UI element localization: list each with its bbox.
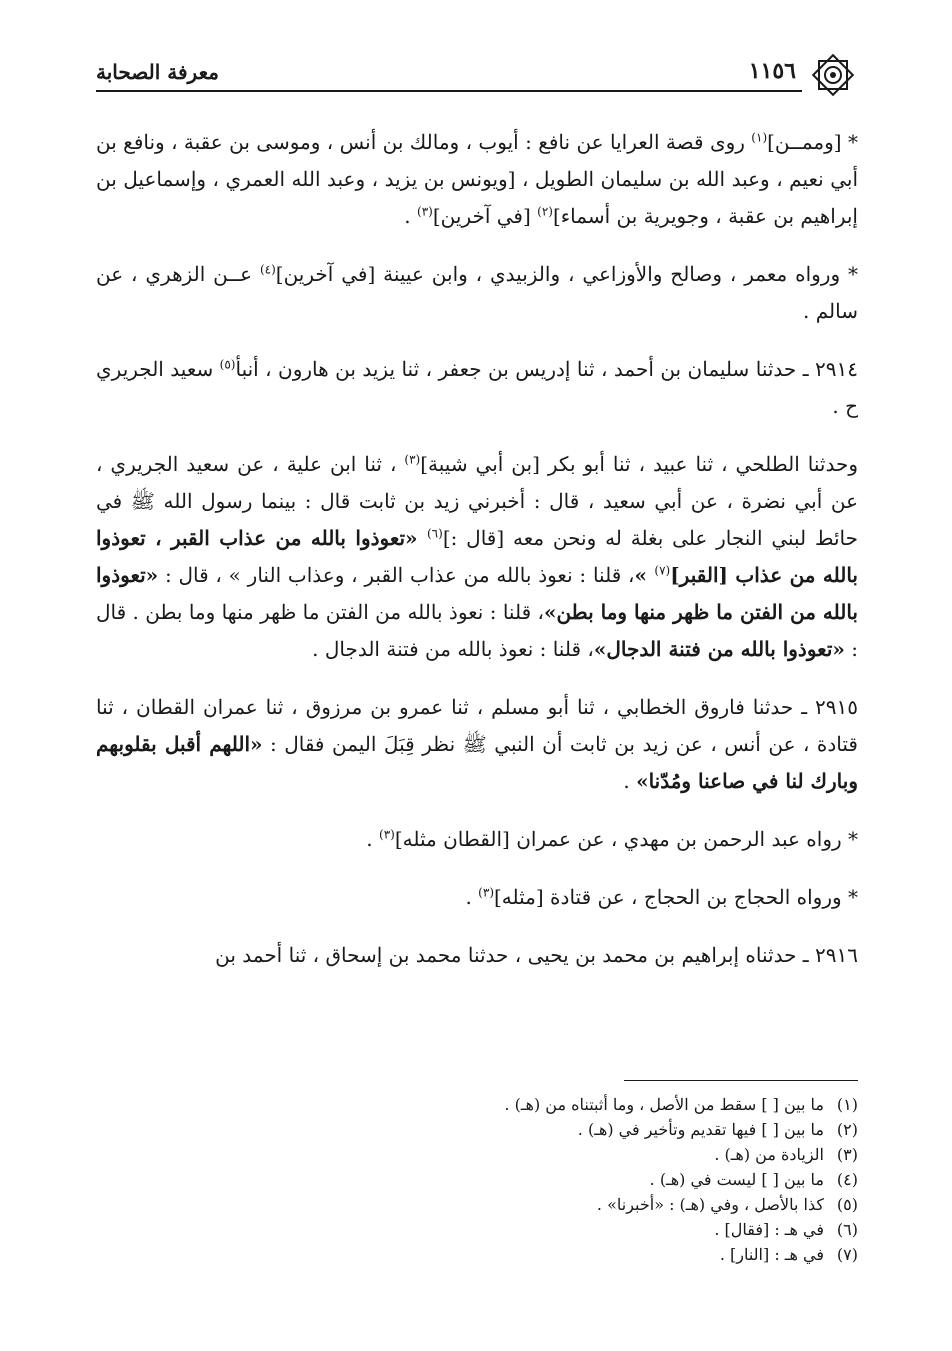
- page-number: ١١٥٦: [748, 58, 796, 84]
- footnote: [96, 1217, 858, 1242]
- bold-quote: «تعوذوا بالله من فتنة الدجال»: [593, 637, 845, 661]
- footnote-ref: (٣): [404, 452, 421, 467]
- footnote-text: كذا بالأصل ، وفي (هـ) : «أخبرنا» .: [596, 1195, 824, 1214]
- body-paragraph: [96, 446, 858, 668]
- footnote-text: الزيادة من (هـ) .: [714, 1145, 824, 1164]
- text-run: ، ثنا ابن علية ، عن سعيد الجريري ، عن أبي نضرة ، عن أبي سعيد ، قال : أخبرني زيد بن ثابت قال : بينما رسول الله ﷺ في حائط لبني النجار على بغلة له ونحن معه [قال :]: [96, 452, 858, 550]
- text-run: ٢٩١٤ ـ حدثنا سليمان بن أحمد ، ثنا إدريس بن جعفر ، ثنا يزيد بن هارون ، أنبأ: [235, 357, 858, 381]
- footnote-text: ما بين [ ] فيها تقديم وتأخير في (هـ) .: [577, 1120, 824, 1139]
- bold-quote: «اللهم أقبل بقلوبهم وبارك لنا في صاعنا ومُدّنا»: [96, 732, 858, 793]
- page-header: [96, 50, 858, 94]
- footnote-ref: (٧): [654, 563, 671, 578]
- footnote-text: في هـ : [النار] .: [719, 1245, 824, 1264]
- text-run: وحدثنا الطلحي ، ثنا عبيد ، ثنا أبو بكر [بن أبي شيبة]: [420, 452, 858, 476]
- text-run: * ورواه معمر ، وصالح والأوزاعي ، والزبيدي ، وابن عيينة [في آخرين]: [275, 262, 859, 286]
- body-paragraph: [96, 937, 858, 974]
- body-paragraph: [96, 351, 858, 425]
- footnote: [96, 1242, 858, 1267]
- body-paragraph: [96, 124, 858, 235]
- footnote-number: (٤): [836, 1170, 858, 1189]
- bold-quote: »: [634, 563, 655, 587]
- footnote-ref: (٣): [417, 204, 433, 219]
- ornament-icon: [808, 50, 858, 100]
- text-run: سعيد الجريري ح .: [96, 357, 858, 418]
- footnote-number: (٧): [836, 1245, 858, 1264]
- footnote-text: ما بين [ ] سقط من الأصل ، وما أثبتناه من (هـ) .: [504, 1095, 824, 1114]
- bold-quote: «تعوذوا بالله من عذاب القبر ، تعوذوا بالله من عذاب [القبر]: [96, 526, 858, 587]
- footnote-text: في هـ : [فقال] .: [714, 1220, 824, 1239]
- body-text: [96, 124, 858, 995]
- footnote-ref: (٣): [379, 827, 395, 842]
- body-paragraph: [96, 689, 858, 800]
- text-run: * رواه عبد الرحمن بن مهدي ، عن عمران [القطان مثله]: [394, 827, 858, 851]
- footnote-number: (٥): [836, 1195, 858, 1214]
- text-run: [في آخرين]: [432, 204, 538, 228]
- footnote-ref: (٦): [426, 526, 443, 541]
- footnote-text: ما بين [ ] ليست في (هـ) .: [649, 1170, 824, 1189]
- text-run: روى قصة العرايا عن نافع : أيوب ، ومالك بن أنس ، وموسى بن عقبة ، ونافع بن أبي نعيم ، وعبد الله بن سليمان الطويل ، [ويونس بن يزيد ، وعبد الله العمري ، وإسماعيل بن إبراهيم بن عقبة ، وجويرية بن أسماء]: [96, 130, 858, 228]
- text-run: .: [465, 885, 479, 909]
- text-run: ، قلنا : نعوذ بالله من الفتن ما ظهر منها وما بطن . قال :: [96, 600, 858, 661]
- footnote-ref: (٢): [537, 204, 553, 219]
- text-run: ٢٩١٦ ـ حدثناه إبراهيم بن محمد بن يحيى ، حدثنا محمد بن إسحاق ، ثنا أحمد بن: [215, 943, 858, 967]
- footnote: [96, 1092, 858, 1117]
- footnote-ref: (٥): [219, 357, 236, 372]
- body-paragraph: [96, 256, 858, 330]
- bold-quote: «تعوذوا بالله من الفتن ما ظهر منها وما بطن»: [96, 563, 858, 624]
- text-run: عــن الزهري ، عن سالم .: [96, 262, 858, 323]
- footnote: [96, 1167, 858, 1192]
- body-paragraph: [96, 821, 858, 858]
- header-divider: [96, 90, 802, 92]
- text-run: .: [404, 204, 418, 228]
- footnote-number: (٢): [836, 1120, 858, 1139]
- footnote: [96, 1142, 858, 1167]
- running-title: معرفة الصحابة: [96, 60, 219, 84]
- text-run: ٢٩١٥ ـ حدثنا فاروق الخطابي ، ثنا أبو مسلم ، ثنا عمرو بن مرزوق ، ثنا عمران القطان ، ثنا قتادة ، عن أنس ، عن زيد بن ثابت أن النبي ﷺ نظر قِبَلَ اليمن فقال :: [96, 695, 858, 756]
- text-run: .: [623, 769, 637, 793]
- footnote-number: (٦): [836, 1220, 858, 1239]
- footnote-ref: (٣): [478, 885, 494, 900]
- footnote-ref: (١): [751, 130, 768, 145]
- footnote: [96, 1117, 858, 1142]
- text-run: ، قلنا : نعوذ بالله من فتنة الدجال .: [312, 637, 594, 661]
- footnote: [96, 1192, 858, 1217]
- text-run: * ورواه الحجاج بن الحجاج ، عن قتادة [مثله]: [494, 885, 858, 909]
- footnote-number: (٣): [836, 1145, 858, 1164]
- text-run: ، قلنا : نعوذ بالله من عذاب القبر ، وعذاب النار » ، قال :: [158, 563, 635, 587]
- text-run: * [وممــن]: [767, 130, 858, 154]
- text-run: .: [366, 827, 380, 851]
- body-paragraph: [96, 879, 858, 916]
- footnote-divider: [624, 1080, 858, 1081]
- footnote-ref: (٤): [259, 262, 276, 277]
- footnotes-list: [96, 1092, 858, 1267]
- footnote-number: (١): [836, 1095, 858, 1114]
